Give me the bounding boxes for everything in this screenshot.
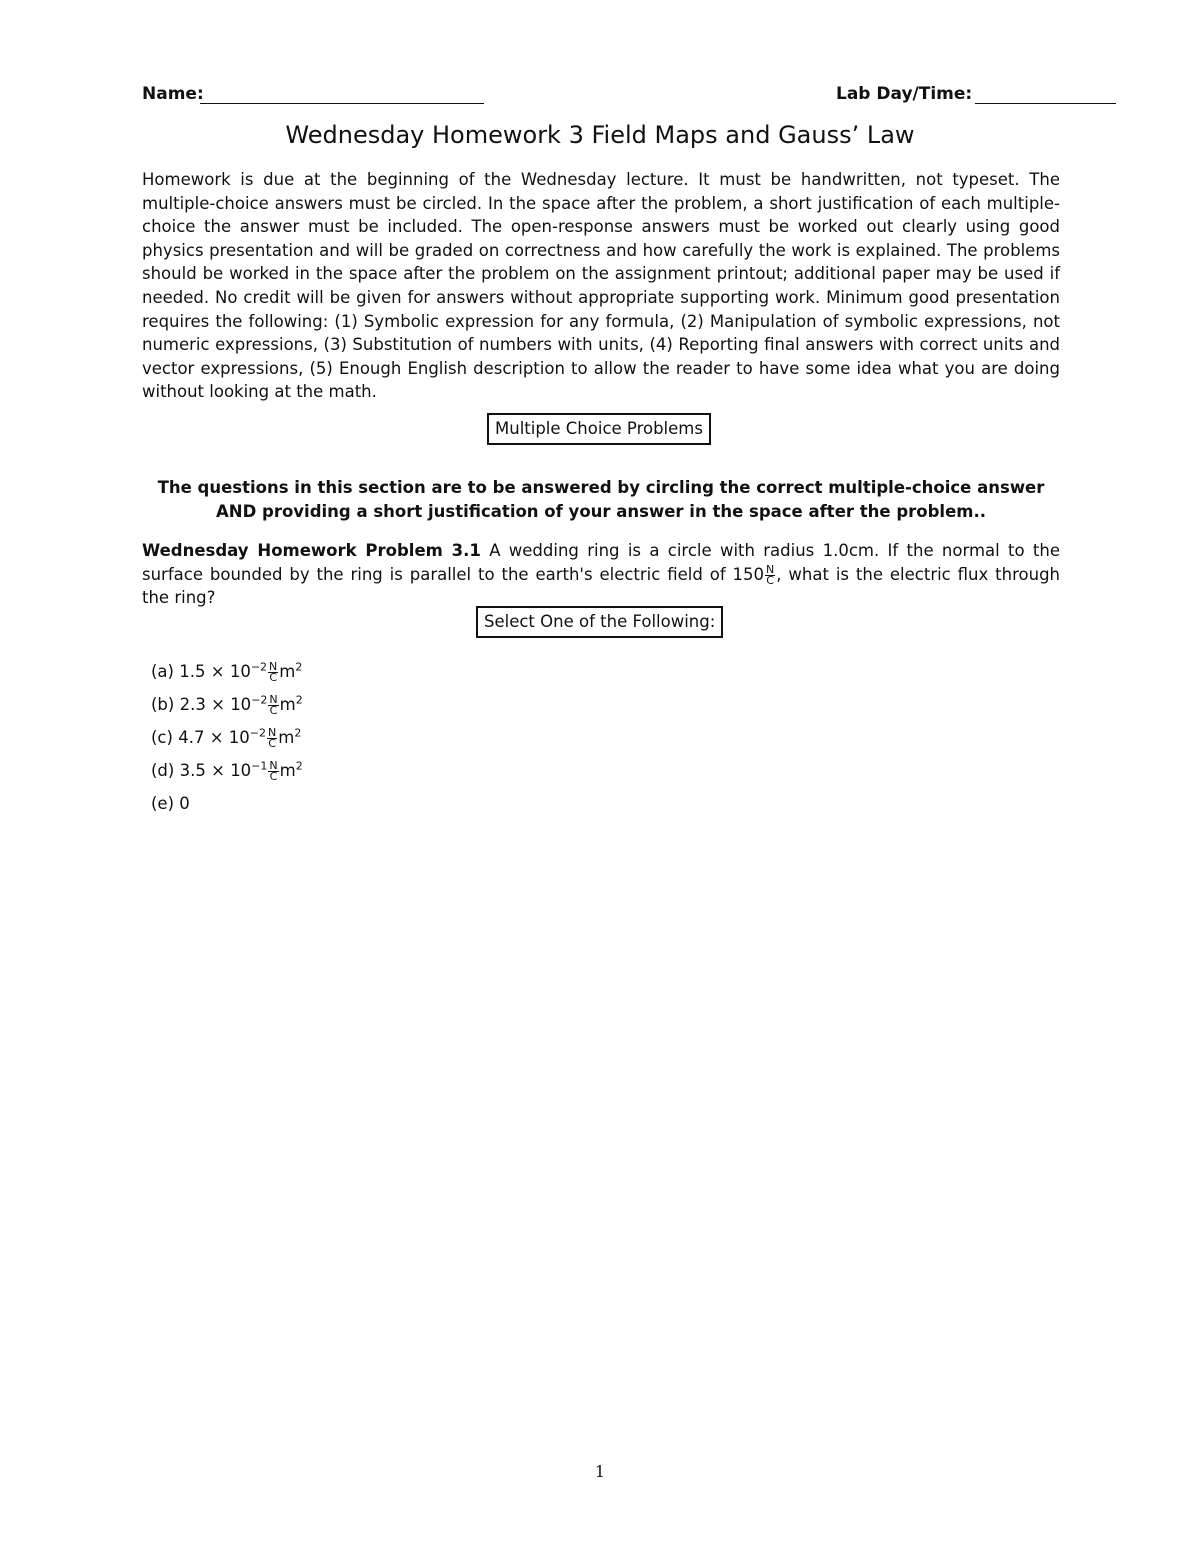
section-instructions: The questions in this section are to be answered by circling the correct multiple-choice answer AND providing a short justification of your answer in the space after the problem.. — [157, 478, 1045, 521]
fraction-numerator: N — [269, 693, 278, 706]
choice-exponent: −1 — [251, 759, 268, 773]
fraction-denominator: C — [268, 737, 276, 750]
page-title: Wednesday Homework 3 Field Maps and Gauss’ Law — [285, 121, 915, 149]
lab-day-time-label: Lab Day/Time: — [836, 84, 973, 104]
problem-text-after: , what is the electric flux through the ring? — [142, 564, 1060, 608]
problem-label: Wednesday Homework Problem 3.1 — [142, 541, 481, 560]
times-symbol: × — [211, 695, 225, 714]
choice-mantissa: 1.5 — [179, 662, 206, 681]
choice-base: 10 — [230, 695, 252, 714]
fraction-numerator: N — [269, 759, 278, 772]
choice-exponent: −2 — [251, 693, 268, 707]
choice-label: (d) — [151, 761, 175, 780]
choice-unit-exponent: 2 — [295, 759, 303, 773]
times-symbol: × — [211, 761, 225, 780]
fraction-n-over-c — [268, 662, 278, 683]
name-label: Name: — [142, 84, 204, 104]
choice-unit-exponent: 2 — [295, 693, 303, 707]
choice-e[interactable] — [151, 792, 303, 825]
choice-base: 10 — [229, 662, 251, 681]
times-symbol: × — [209, 728, 224, 747]
answer-choices — [151, 660, 303, 825]
fraction-n-over-c — [268, 695, 278, 716]
times-symbol: × — [210, 662, 225, 681]
fraction-denominator: C — [269, 671, 277, 684]
choice-label: (e) — [151, 794, 175, 813]
choice-base: 10 — [230, 761, 252, 780]
fraction-numerator: N — [268, 726, 277, 739]
choice-exponent: −2 — [250, 660, 268, 674]
fraction-denominator: C — [269, 704, 278, 717]
intro-paragraph: Homework is due at the beginning of the Wednesday lecture. It must be handwritten, not typeset. The multiple-choice answers must be circled. In the space after the problem, a short justification of each multiple-choice the answer must be included. The open-response answers must be worked out clearly using good physics presentation and will be graded on correctness and how carefully the work is explained. The problems should be worked in the space after the problem on the assignment printout; additional paper may be used if needed. No credit will be given for answers without appropriate supporting work. Minimum good presentation requires the following: (1) Symbolic expression for any formula, (2) Manipulation of symbolic expressions, not numeric expressions, (3) Substitution of numbers with units, (4) Reporting final answers with correct units and vector expressions, (5) Enough English description to allow the reader to have some idea what you are doing without looking at the math. — [142, 170, 1060, 402]
fraction-numerator: N — [766, 562, 775, 576]
choice-value: 0 — [179, 794, 190, 813]
section-heading-box: Multiple Choice Problems — [487, 413, 711, 445]
problem-3-1 — [142, 539, 1060, 610]
choice-mantissa: 3.5 — [179, 761, 206, 780]
fraction-n-over-c — [267, 728, 277, 749]
fraction-n-over-c — [268, 761, 278, 782]
choice-mantissa: 4.7 — [178, 728, 205, 747]
choice-c[interactable] — [151, 726, 303, 759]
choice-a[interactable] — [151, 660, 303, 693]
choice-unit: m — [279, 662, 296, 681]
name-underline — [200, 103, 484, 104]
select-heading-box: Select One of the Following: — [476, 606, 723, 638]
choice-label: (c) — [151, 728, 173, 747]
choice-label: (a) — [151, 662, 174, 681]
choice-unit: m — [279, 761, 296, 780]
choice-b[interactable] — [151, 693, 303, 726]
lab-day-time-underline — [975, 103, 1116, 104]
choice-d[interactable] — [151, 759, 303, 792]
choice-base: 10 — [228, 728, 250, 747]
choice-exponent: −2 — [249, 726, 266, 740]
choice-unit: m — [279, 695, 296, 714]
choice-unit-exponent: 2 — [294, 726, 302, 740]
fraction-denominator: C — [269, 770, 278, 783]
choice-label: (b) — [151, 695, 175, 714]
fraction-denominator: C — [766, 573, 774, 587]
fraction-n-over-c — [765, 562, 775, 587]
page-number: 1 — [594, 1462, 606, 1481]
problem-text-before: A wedding ring is a circle with radius 1.0cm. If the normal to the surface bounded by the ring is parallel to the earth's electric field of 150 — [142, 541, 1060, 584]
fraction-numerator: N — [269, 660, 278, 673]
choice-mantissa: 2.3 — [179, 695, 206, 714]
choice-unit: m — [278, 728, 295, 747]
choice-unit-exponent: 2 — [295, 660, 303, 674]
